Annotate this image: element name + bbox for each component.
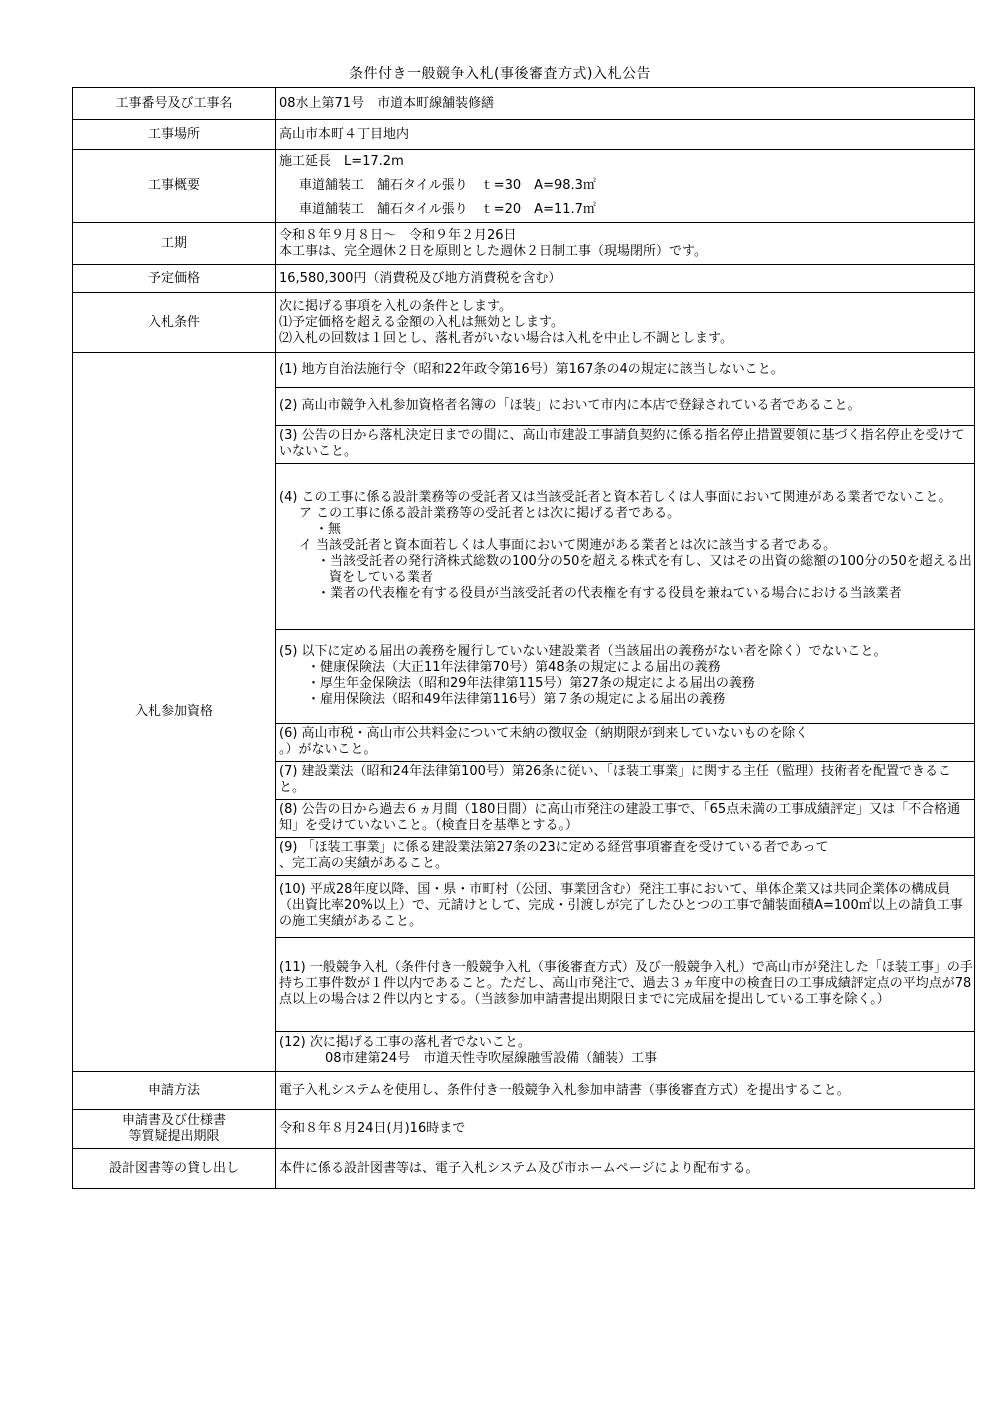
- shikaku-item-6: [276, 723, 974, 761]
- item4-a1: ・無: [315, 522, 342, 537]
- item9-line: (9) 「ほ装工事業」に係る建設業法第27条の23に定める経営事項審査を受けている者であって: [279, 840, 829, 855]
- row-koki: [73, 223, 975, 265]
- item4-i2: ・業者の代表権を有する役員が当該受託者の代表権を有する役員を兼ねている場合における当該業者: [317, 586, 902, 601]
- label-kigen: [73, 1110, 276, 1149]
- shikaku-item-10: (10) 平成28年度以降、国・県・市町村（公団、事業団含む）発注工事において、単体企業又は共同企業体の構成員（出資比率20%以上）で、元請けとして、完成・引渡しが完了したひとつの工事で舗装面積A=100㎡以上の請負工事の施工実績があること。: [276, 875, 974, 937]
- koki-line: 令和８年９月８日～ 令和９年２月26日: [279, 227, 517, 243]
- shikaku-item-5: [276, 629, 974, 723]
- row-shinsei: [73, 1072, 975, 1110]
- value-kakaku: 16,580,300円（消費税及び地方消費税を含む）: [276, 265, 975, 293]
- value-koji: 08水上第71号 市道本町線舗装修繕: [276, 88, 975, 120]
- shikaku-list: [276, 353, 974, 1071]
- shikaku-item-11: (11) 一般競争入札（条件付き一般競争入札（事後審査方式）及び一般競争入札）で高山市が発注した「ほ装工事」の手持ち工事件数が１件以内であること。ただし、高山市発注で、過去３ヵ年度中の検査日の工事成績評定点の平均点が78点以上の場合は２件以内とする。（当該参加申請書提出期限日までに完成届を提出している工事を除く。）: [276, 937, 974, 1031]
- item6-line: (6) 高山市税・高山市公共料金について未納の徴収金（納期限が到来していないものを除く: [279, 726, 809, 741]
- value-joken: [276, 293, 975, 353]
- row-kashidashi: [73, 1149, 975, 1189]
- label-basho: 工事場所: [73, 120, 276, 150]
- item4-main: (4) この工事に係る設計業務等の受託者又は当該受託者と資本若しくは人事面において関連がある業者でないこと。: [279, 490, 952, 505]
- item4-i1: ・当該受託者の発行済株式総数の100分の50を超える株式を有し、又はその出資の総額の100分の50を超える出資をしている業者: [317, 554, 972, 585]
- row-basho: [73, 120, 975, 150]
- item6-line: 。）がないこと。: [279, 742, 377, 757]
- shikaku-item-3: (3) 公告の日から落札決定日までの間に、高山市建設工事請負契約に係る指名停止措置要領に基づく指名停止を受けていないこと。: [276, 425, 974, 463]
- label-kashidashi: 設計図書等の貸し出し: [73, 1149, 276, 1189]
- label-shikaku: 入札参加資格: [73, 353, 276, 1072]
- value-basho: 高山市本町４丁目地内: [276, 120, 975, 150]
- value-koki: [276, 223, 975, 265]
- value-shinsei: 電子入札システムを使用し、条件付き一般競争入札参加申請書（事後審査方式）を提出すること。: [276, 1072, 975, 1110]
- shikaku-item-9: [276, 837, 974, 875]
- shikaku-item-7: (7) 建設業法（昭和24年法律第100号）第26条に従い、「ほ装工事業」に関する主任（監理）技術者を配置できること。: [276, 761, 974, 799]
- row-gaiyo: [73, 150, 975, 223]
- value-kashidashi: 本件に係る設計図書等は、電子入札システム及び市ホームページにより配布する。: [276, 1149, 975, 1189]
- item5-main: (5) 以下に定める届出の義務を履行していない建設業者（当該届出の義務がない者を除く）でないこと。: [279, 644, 887, 659]
- gaiyo-line: 車道舗装工 舗石タイル張り ｔ=20 A=11.7㎡: [299, 202, 596, 217]
- joken-line: 次に掲げる事項を入札の条件とします。: [279, 298, 512, 314]
- gaiyo-line: 車道舗装工 舗石タイル張り ｔ=30 A=98.3㎡: [299, 178, 596, 193]
- shikaku-item-4: [276, 463, 974, 629]
- item4-i: イ 当該受託者と資本面若しくは人事面において関連がある業者とは次に該当する者である。: [299, 538, 837, 553]
- row-kakaku: [73, 265, 975, 293]
- joken-line: ⑵入札の回数は１回とし、落札者がいない場合は入札を中止し不調とします。: [279, 330, 733, 346]
- row-koji: [73, 88, 975, 120]
- value-kigen: 令和８年８月24日(月)16時まで: [276, 1110, 975, 1149]
- kigen-label-line: 等質疑提出期限: [128, 1129, 220, 1144]
- item4-a: ア この工事に係る設計業務等の受託者とは次に掲げる者である。: [299, 506, 681, 521]
- document-title: 条件付き一般競争入札(事後審査方式)入札公告: [349, 66, 651, 82]
- label-kakaku: 予定価格: [73, 265, 276, 293]
- value-shikaku: [276, 353, 975, 1072]
- item12-sub: 08市建第24号 市道天性寺吹屋線融雪設備（舗装）工事: [325, 1051, 658, 1067]
- shikaku-item-1: (1) 地方自治法施行令（昭和22年政令第16号）第167条の4の規定に該当しないこと。: [276, 353, 974, 387]
- joken-line: ⑴予定価格を超える金額の入札は無効とします。: [279, 314, 564, 330]
- shikaku-item-12: [276, 1031, 974, 1071]
- item9-line: 、完工高の実績があること。: [279, 856, 449, 871]
- gaiyo-line: 施工延長 L=17.2m: [279, 154, 404, 169]
- label-koji: 工事番号及び工事名: [73, 88, 276, 120]
- value-gaiyo: [276, 150, 975, 223]
- label-shinsei: 申請方法: [73, 1072, 276, 1110]
- item5-sub: ・厚生年金保険法（昭和29年法律第115号）第27条の規定による届出の義務: [307, 676, 755, 691]
- row-kigen: [73, 1110, 975, 1149]
- label-joken: 入札条件: [73, 293, 276, 353]
- item12-main: (12) 次に掲げる工事の落札者でないこと。: [279, 1035, 531, 1051]
- shikaku-item-8: (8) 公告の日から過去６ヵ月間（180日間）に高山市発注の建設工事で、「65点未満の工事成績評定」又は「不合格通知」を受けていないこと。（検査日を基準とする。）: [276, 799, 974, 837]
- koki-line: 本工事は、完全週休２日を原則とした週休２日制工事（現場閉所）です。: [279, 243, 707, 259]
- item5-sub: ・健康保険法（大正11年法律第70号）第48条の規定による届出の義務: [307, 660, 721, 675]
- kigen-label-line: 申請書及び仕様書: [121, 1113, 226, 1128]
- row-shikaku: [73, 353, 975, 1072]
- label-gaiyo: 工事概要: [73, 150, 276, 223]
- notice-table: [72, 87, 975, 1189]
- label-koki: 工期: [73, 223, 276, 265]
- shikaku-item-2: (2) 高山市競争入札参加資格者名簿の「ほ装」において市内に本店で登録されている者であること。: [276, 387, 974, 425]
- item5-sub: ・雇用保険法（昭和49年法律第116号）第７条の規定による届出の義務: [307, 692, 726, 707]
- row-joken: [73, 293, 975, 353]
